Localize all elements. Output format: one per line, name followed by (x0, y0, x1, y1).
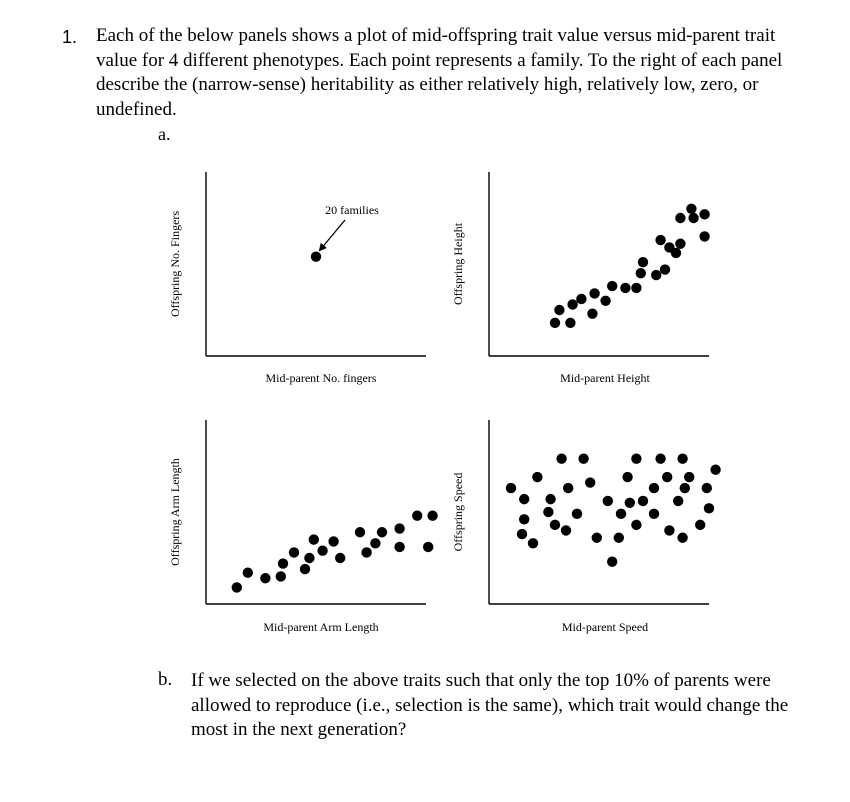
data-point (532, 472, 542, 482)
data-point (704, 503, 714, 513)
data-point (423, 542, 433, 552)
data-point (550, 318, 560, 328)
data-point (328, 536, 338, 546)
data-point (655, 453, 665, 463)
annotation-arrow (320, 220, 345, 250)
data-point (636, 268, 646, 278)
x-axis-label: Mid-parent Arm Length (263, 620, 379, 634)
data-point (603, 496, 613, 506)
data-point (278, 558, 288, 568)
data-point (361, 547, 371, 557)
data-point (616, 509, 626, 519)
data-point (545, 494, 555, 504)
data-point (394, 523, 404, 533)
question-number: 1. (62, 27, 78, 47)
data-point (651, 270, 661, 280)
panel-arm-length (168, 420, 438, 634)
data-point (260, 573, 270, 583)
data-point (614, 533, 624, 543)
data-point (528, 538, 538, 548)
data-point (664, 525, 674, 535)
panel-speed (451, 420, 721, 634)
data-point (311, 251, 321, 261)
data-point (517, 529, 527, 539)
part-b-label: b. (158, 669, 173, 690)
data-point (600, 296, 610, 306)
data-point (550, 520, 560, 530)
x-axis-label: Mid-parent Height (560, 371, 650, 385)
data-point (576, 294, 586, 304)
data-point (556, 453, 566, 463)
panel-height (451, 172, 710, 385)
data-point (655, 235, 665, 245)
data-point (686, 204, 696, 214)
data-point (622, 472, 632, 482)
data-point (289, 547, 299, 557)
data-point (506, 483, 516, 493)
data-point (232, 582, 242, 592)
data-point (638, 257, 648, 267)
data-point (592, 533, 602, 543)
part-b-text: If we selected on the above traits such that only the top 10% of parents were allowed to reproduce (i.e., selection is the same), which trait would change the most in the next generation? (191, 670, 789, 740)
data-point (677, 533, 687, 543)
y-axis-label: Offspring Height (451, 222, 465, 306)
data-point (565, 318, 575, 328)
data-point (585, 477, 595, 487)
data-point (276, 571, 286, 581)
data-point (620, 283, 630, 293)
data-point (572, 509, 582, 519)
data-point (695, 520, 705, 530)
data-point (660, 264, 670, 274)
data-point (673, 496, 683, 506)
data-point (563, 483, 573, 493)
data-point (671, 248, 681, 258)
data-point (699, 209, 709, 219)
x-axis-label: Mid-parent Speed (561, 620, 649, 634)
data-point (638, 496, 648, 506)
data-point (519, 494, 529, 504)
panel-fingers (168, 172, 426, 385)
y-axis-label: Offspring No. Fingers (168, 210, 182, 318)
data-point (688, 213, 698, 223)
data-point (607, 556, 617, 566)
part-a-label: a. (158, 124, 171, 144)
data-point (631, 520, 641, 530)
data-point (243, 568, 253, 578)
data-point (589, 288, 599, 298)
data-point (649, 483, 659, 493)
data-point (335, 553, 345, 563)
question-text: Each of the below panels shows a plot of mid-offspring trait value versus mid-parent trait value for 4 different phenotypes. Each point represents a family. To the right of each panel describe the (narrow-sense) heritability as either relatively high, relatively low, zero, or undefined. (96, 25, 783, 120)
data-point (317, 545, 327, 555)
data-point (309, 534, 319, 544)
data-point (578, 453, 588, 463)
data-point (631, 283, 641, 293)
data-point (519, 514, 529, 524)
data-point (699, 231, 709, 241)
data-point (675, 239, 685, 249)
data-point (684, 472, 694, 482)
data-point (561, 525, 571, 535)
data-point (677, 453, 687, 463)
data-point (370, 538, 380, 548)
data-point (675, 213, 685, 223)
data-point (680, 483, 690, 493)
data-point (607, 281, 617, 291)
data-point (662, 472, 672, 482)
y-axis-label: Offspring Arm Length (168, 458, 182, 566)
data-point (702, 483, 712, 493)
data-point (587, 308, 597, 318)
data-point (625, 498, 635, 508)
data-point (377, 527, 387, 537)
x-axis-label: Mid-parent No. fingers (265, 371, 377, 385)
annotation-label: 20 families (325, 203, 379, 217)
data-point (567, 299, 577, 309)
data-point (554, 305, 564, 315)
data-point (649, 509, 659, 519)
data-point (355, 527, 365, 537)
data-point (412, 510, 422, 520)
data-point (543, 507, 553, 517)
data-point (300, 564, 310, 574)
data-point (710, 464, 720, 474)
data-point (427, 510, 437, 520)
data-point (631, 453, 641, 463)
y-axis-label: Offspring Speed (451, 472, 465, 552)
data-point (304, 553, 314, 563)
data-point (394, 542, 404, 552)
